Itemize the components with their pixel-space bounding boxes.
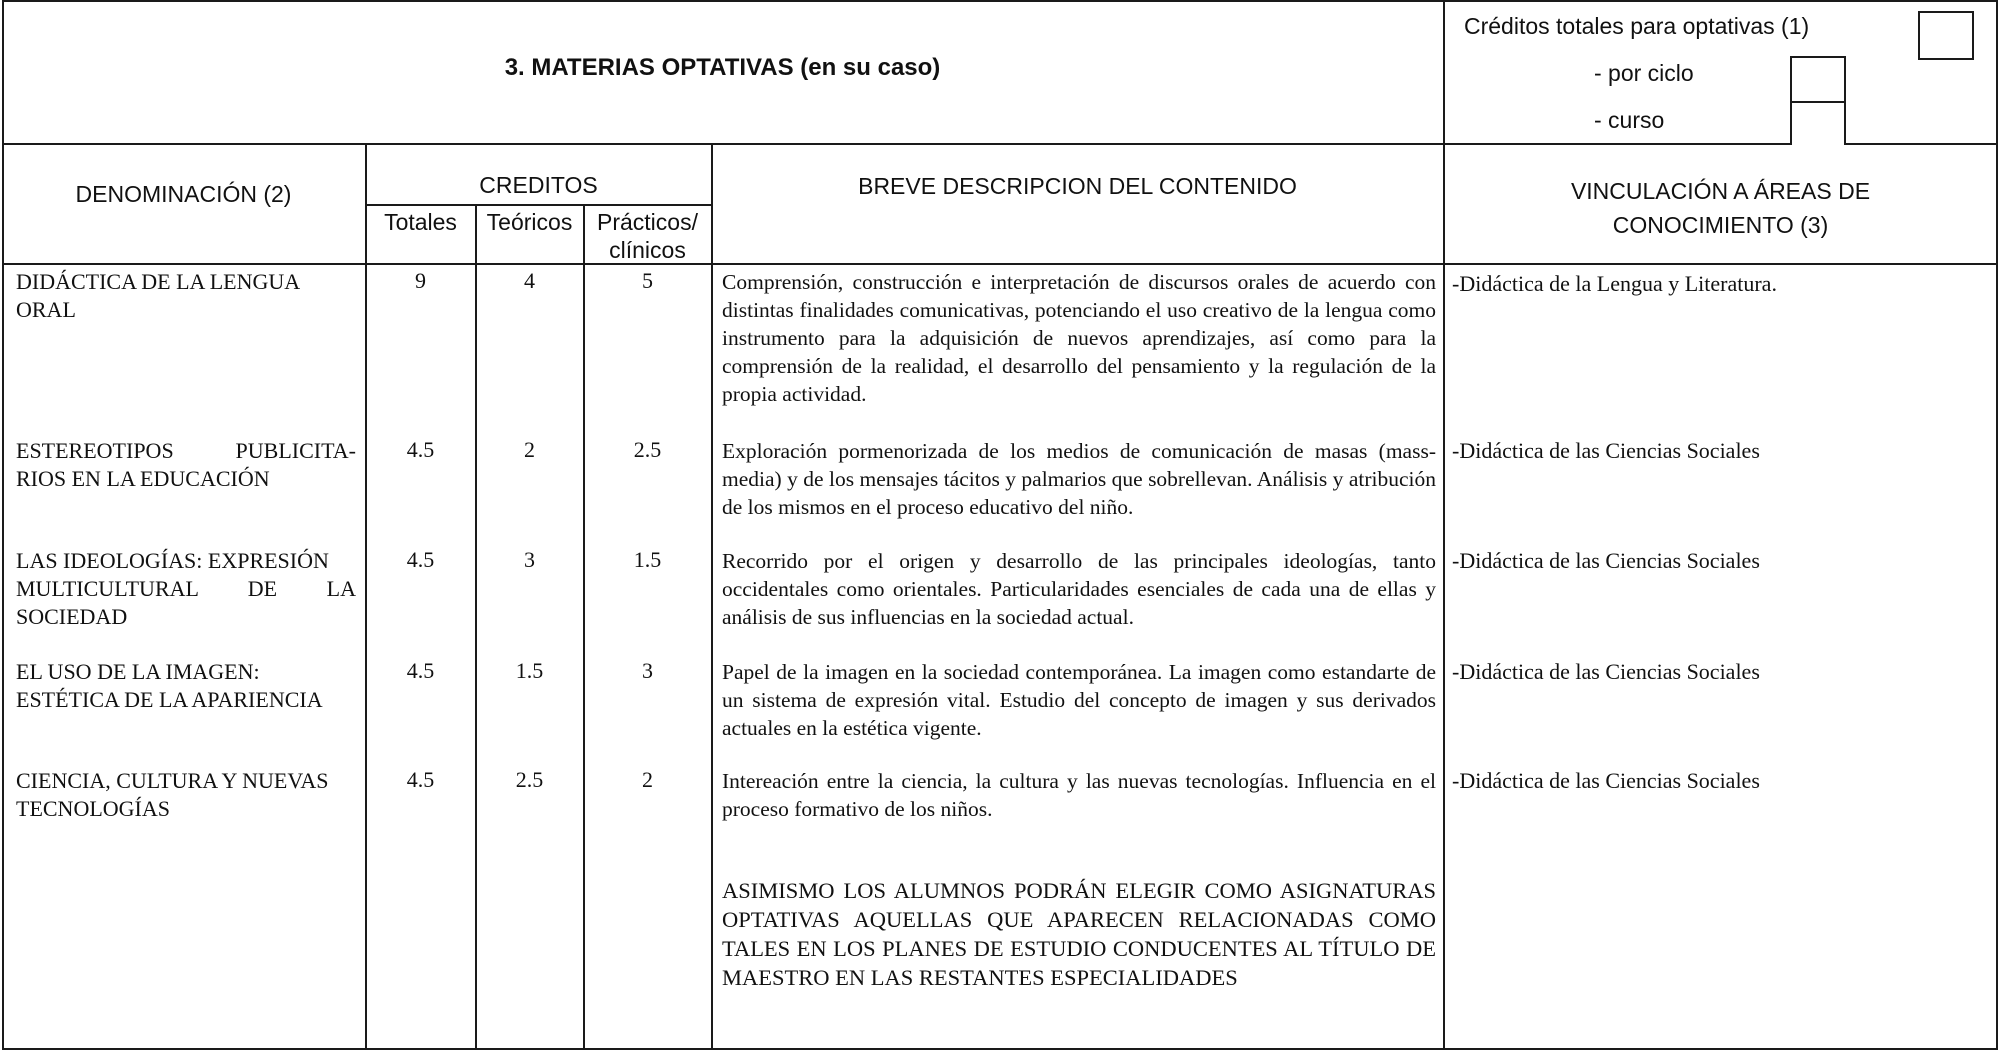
row-4-description: Papel de la imagen en la sociedad contemporánea. La imagen como estandarte de un sistema de expresión vital. Estudio del concepto de imagen y sus derivados actuales en la estética vigente. [722,660,1436,740]
table-right-border [1996,0,1998,1050]
credits-total-box [1918,11,1974,60]
table-bottom-border [2,1048,1998,1050]
header-right-divider [1443,0,1445,1050]
row-1-practicos: 5 [642,268,653,293]
row-5-area: -Didáctica de las Ciencias Sociales [1452,768,1760,793]
descripcion-header: BREVE DESCRIPCION DEL CONTENIDO [858,173,1297,199]
header-divider [2,143,1998,145]
teoricos-divider [583,204,585,1050]
row-2-name-line1: ESTEREOTIPOS PUBLICITA- [16,438,356,463]
per-cycle-box [1790,56,1846,105]
row-3-teoricos: 3 [524,547,535,572]
teoricos-header: Teóricos [486,209,573,235]
creditos-subheader-divider [366,204,712,206]
denominacion-header: DENOMINACIÓN (2) [75,181,292,207]
row-5-name-line2: TECNOLOGÍAS [16,796,170,821]
credits-total-label: Créditos totales para optativas (1) [1464,13,1810,39]
row-1-name-line1: DIDÁCTICA DE LA LENGUA [16,269,301,294]
course-box [1790,101,1846,145]
column-header-divider [2,263,1998,265]
course-label: - curso [1594,107,1665,133]
row-5-totales: 4.5 [406,767,435,792]
page-title: 3. MATERIAS OPTATIVAS (en su caso) [504,54,941,81]
vinculacion-header-line2: CONOCIMIENTO (3) [1612,212,1829,238]
row-2-totales: 4.5 [406,437,435,462]
row-2-practicos: 2.5 [633,437,662,462]
totales-divider [475,204,477,1050]
row-5-description: Intereación entre la ciencia, la cultura y las nuevas tecnologías. Influencia en el proceso formativo de los niños. [722,769,1436,821]
optativas-note: ASIMISMO LOS ALUMNOS PODRÁN ELEGIR COMO ASIGNATURAS OPTATIVAS AQUELLAS QUE APARECEN RELACIONADAS COMO TALES EN LOS PLANES DE ESTUDIO CONDUCENTES AL TÍTULO DE MAESTRO EN LAS RESTANTES ESPECIALIDADES [722,878,1436,990]
row-2-teoricos: 2 [524,437,535,462]
row-3-area: -Didáctica de las Ciencias Sociales [1452,548,1760,573]
row-3-name-line1: LAS IDEOLOGÍAS: EXPRESIÓN [16,548,329,573]
row-4-area: -Didáctica de las Ciencias Sociales [1452,659,1760,684]
row-4-teoricos: 1.5 [515,658,544,683]
practicos-header-line2: clínicos [609,237,686,263]
row-3-name [16,547,356,631]
creditos-divider [711,143,713,1050]
creditos-header: CREDITOS [479,172,598,198]
row-2-description: Exploración pormenorizada de los medios de comunicación de masas (mass-media) y de los mensajes tácitos y palmarios que sobrellevan. Análisis y atribución de los mismos en el proceso educativo del niño. [722,439,1436,519]
row-4-totales: 4.5 [406,658,435,683]
per-cycle-label: - por ciclo [1594,60,1694,86]
row-5-practicos: 2 [642,767,653,792]
row-4-practicos: 3 [642,658,653,683]
row-3-name-line2: MULTICULTURAL DE LA [16,576,356,601]
vinculacion-header-line1: VINCULACIÓN A ÁREAS DE [1570,178,1871,204]
practicos-header-line1: Prácticos/ [597,209,698,235]
row-5-name [16,767,356,823]
row-4-name-line1: EL USO DE LA IMAGEN: [16,659,260,684]
totales-header: Totales [384,209,457,235]
row-1-area: -Didáctica de la Lengua y Literatura. [1452,271,1777,296]
row-4-name [16,658,356,714]
row-1-description: Comprensión, construcción e interpretación de discursos orales de acuerdo con distintas finalidades comunicativas, potenciando el uso creativo de la lengua como instrumento para la adquisición de nuevos aprendizajes, así como para la comprensión de la realidad, el desarrollo del pensamiento y la regulación de la propia actividad. [722,270,1436,406]
row-3-totales: 4.5 [406,547,435,572]
row-1-teoricos: 4 [524,268,535,293]
table-top-border [2,0,1998,2]
row-4-name-line2: ESTÉTICA DE LA APARIENCIA [16,687,323,712]
row-3-description: Recorrido por el origen y desarrollo de las principales ideologías, tanto occidentales como orientales. Particularidades esenciales de cada una de ellas y análisis de sus influencias en la sociedad actual. [722,549,1436,629]
row-3-name-line3: SOCIEDAD [16,604,128,629]
row-2-name-line2: RIOS EN LA EDUCACIÓN [16,466,270,491]
row-5-teoricos: 2.5 [515,767,544,792]
table-left-border [2,0,4,1050]
row-1-name [16,268,356,324]
row-5-name-line1: CIENCIA, CULTURA Y NUEVAS [16,768,329,793]
row-2-name [16,437,356,493]
row-3-practicos: 1.5 [633,547,662,572]
row-2-area: -Didáctica de las Ciencias Sociales [1452,438,1760,463]
row-1-totales: 9 [415,268,426,293]
row-1-name-line2: ORAL [16,297,76,322]
